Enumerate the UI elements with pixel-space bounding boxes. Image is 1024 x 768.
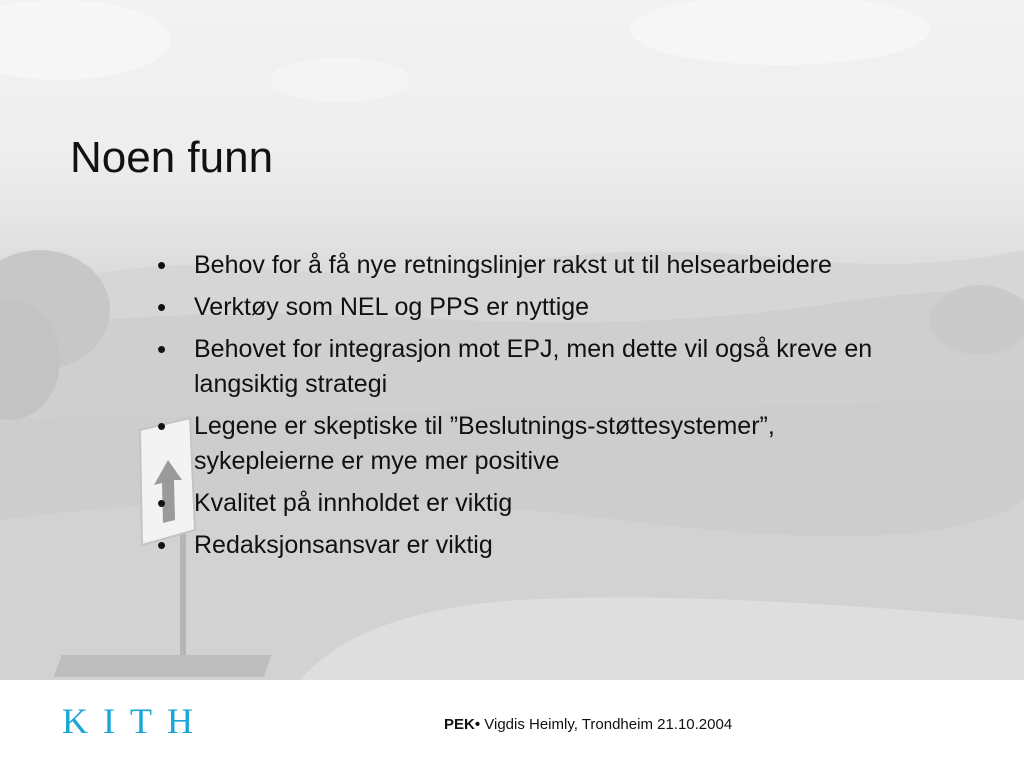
project-label: PEK• bbox=[444, 716, 481, 733]
footer-credit bbox=[444, 716, 732, 733]
list-item bbox=[155, 290, 915, 325]
list-item-text: Legene er skeptiske til ”Beslutnings-støttesystemer”, sykepleierne er mye mer positive bbox=[194, 412, 775, 475]
bullet-icon: • bbox=[157, 530, 167, 560]
list-item-text: Behovet for integrasjon mot EPJ, men dette vil også kreve en langsiktig strategi bbox=[194, 335, 873, 398]
bullet-icon: • bbox=[157, 250, 167, 280]
list-item-text: Behov for å få nye retningslinjer rakst ut til helsearbeidere bbox=[194, 251, 832, 279]
list-item-text: Redaksjonsansvar er viktig bbox=[194, 531, 493, 559]
bullet-icon: • bbox=[157, 292, 167, 322]
bullet-icon: • bbox=[157, 411, 167, 441]
list-item bbox=[155, 248, 915, 283]
list-item bbox=[155, 528, 915, 563]
list-item bbox=[155, 486, 915, 521]
bullet-icon: • bbox=[157, 334, 167, 364]
bullet-list bbox=[155, 248, 915, 570]
slide-title: Noen funn bbox=[70, 133, 274, 182]
list-item bbox=[155, 409, 915, 479]
list-item-text: Kvalitet på innholdet er viktig bbox=[194, 489, 513, 517]
list-item bbox=[155, 332, 915, 402]
kith-logo: KITH bbox=[62, 701, 208, 741]
author-date: Vigdis Heimly, Trondheim 21.10.2004 bbox=[480, 716, 733, 733]
list-item-text: Verktøy som NEL og PPS er nyttige bbox=[194, 293, 590, 321]
bullet-icon: • bbox=[157, 488, 167, 518]
